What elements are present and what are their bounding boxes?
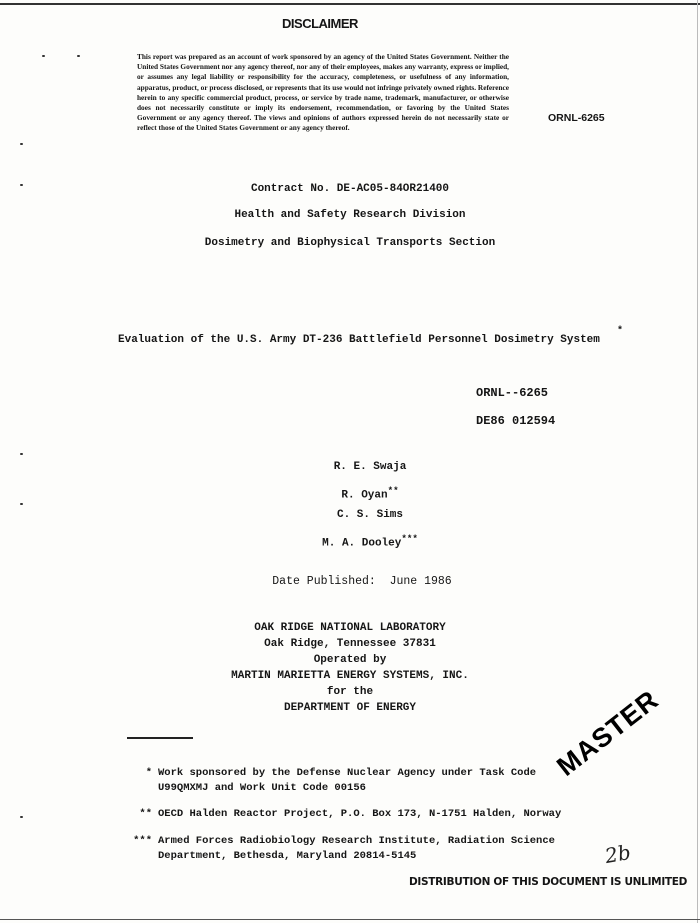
disclaimer-body: This report was prepared as an account of work sponsored by an agency of the United States Government. Neither the United States Government nor any agency thereof, nor any of their employees, makes any warranty, express or implied, or assumes any legal liability or responsibility for the accuracy, completeness, or usefulness of any information, apparatus, product, or process disclosed, or represents that its use would not infringe privately owned rights. Reference herein to any specific commercial product, process, or service by trade name, trademark, manufacturer, or otherwise does not necessarily constitute or imply its endorsement, recommendation, or favoring by the United States Government or any agency thereof. The views and opinions of authors expressed herein do not necessarily state or reflect those of the United States Government or any agency thereof. xyxy=(137,52,509,133)
footnote-line: Department, Bethesda, Maryland 20814-5145 xyxy=(158,850,417,862)
scan-speck xyxy=(77,55,80,57)
lab-location: Oak Ridge, Tennessee 37831 xyxy=(264,638,436,650)
lab-for: for the xyxy=(326,686,374,698)
footnote xyxy=(130,766,536,796)
lab-operator: MARTIN MARIETTA ENERGY SYSTEMS, INC. xyxy=(231,670,469,682)
footnote-line: U99QMXMJ and Work Unit Code 00156 xyxy=(158,782,366,794)
footnote-marker: * xyxy=(145,767,152,779)
scan-speck xyxy=(20,816,23,818)
scan-speck xyxy=(20,143,23,145)
scan-speck xyxy=(42,55,45,57)
footnote-line: Armed Forces Radiobiology Research Institute, Radiation Science xyxy=(158,835,555,847)
report-number: ORNL-6265 xyxy=(548,112,605,124)
section-name: Dosimetry and Biophysical Transports Section xyxy=(204,237,496,249)
lab-department: DEPARTMENT OF ENERGY xyxy=(283,702,417,714)
doe-number: DE86 012594 xyxy=(476,414,556,428)
title-footnote-marker: * xyxy=(617,326,624,337)
disclaimer-title: DISCLAIMER xyxy=(282,16,358,31)
author xyxy=(0,485,700,502)
author-name: R. Oyan xyxy=(341,489,388,502)
footnote xyxy=(130,834,555,864)
scan-speck xyxy=(20,503,23,505)
author-name: M. A. Dooley xyxy=(322,537,402,550)
author-marker: *** xyxy=(401,533,418,544)
author xyxy=(0,461,700,473)
master-stamp: MASTER xyxy=(551,684,665,782)
catalog-number: ORNL--6265 xyxy=(476,386,549,400)
footnote-line: Work sponsored by the Defense Nuclear Agency under Task Code xyxy=(158,767,537,779)
scan-bottom-edge xyxy=(0,919,700,920)
division-name: Health and Safety Research Division xyxy=(234,209,466,221)
author xyxy=(0,509,700,521)
author-name: C. S. Sims xyxy=(336,509,403,521)
footnote xyxy=(130,807,561,822)
footnote-marker: *** xyxy=(133,835,152,847)
author xyxy=(0,533,700,550)
author-marker: ** xyxy=(387,485,399,496)
footnote-rule xyxy=(127,737,193,739)
footnote-line: OECD Halden Reactor Project, P.O. Box 173, N-1751 Halden, Norway xyxy=(158,808,562,820)
lab-operated-by: Operated by xyxy=(313,654,387,666)
footnote-marker: ** xyxy=(139,808,152,820)
contract-number: Contract No. DE-AC05-84OR21400 xyxy=(250,183,450,195)
scan-top-edge xyxy=(0,3,700,5)
handwritten-mark: 2b xyxy=(603,839,633,869)
report-title-text: Evaluation of the U.S. Army DT-236 Battlefield Personnel Dosimetry System xyxy=(118,334,600,346)
lab-name: OAK RIDGE NATIONAL LABORATORY xyxy=(254,622,446,634)
scan-speck xyxy=(20,453,23,455)
distribution-statement: DISTRIBUTION OF THIS DOCUMENT IS UNLIMITED xyxy=(409,876,688,888)
date-published: Date Published: June 1986 xyxy=(272,575,452,588)
author-name: R. E. Swaja xyxy=(333,461,407,473)
report-title xyxy=(118,334,600,346)
